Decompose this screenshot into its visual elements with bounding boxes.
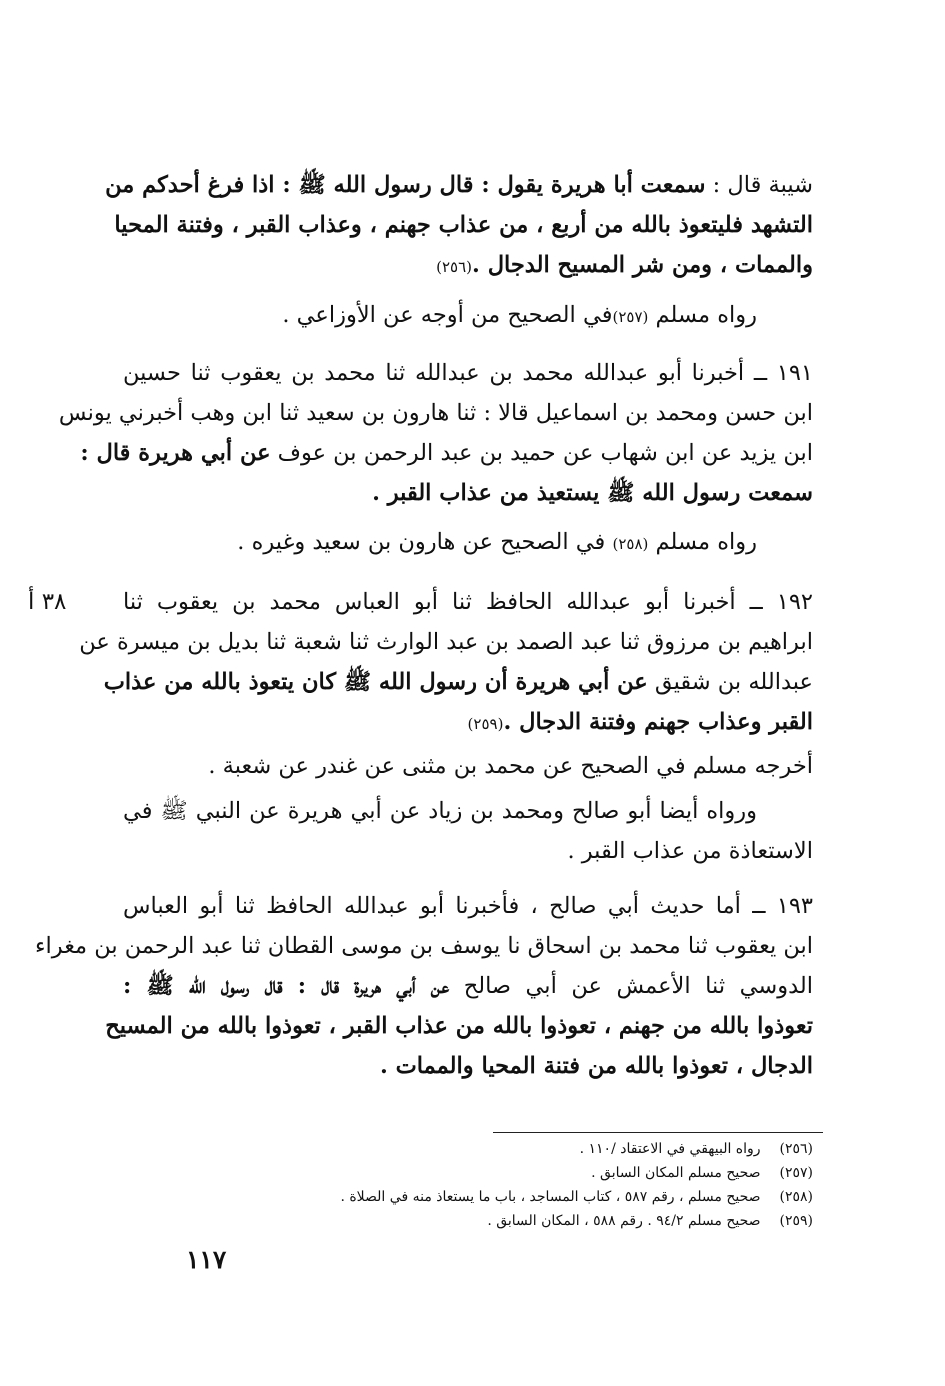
text-line-9	[123, 522, 757, 564]
footnote-text: رواه البيهقي في الاعتقاد /١١٠ .	[579, 1141, 761, 1157]
footnote-number: (٢٥٦)	[779, 1141, 813, 1157]
footnote-text: صحيح مسلم المكان السابق .	[591, 1165, 761, 1181]
plain-text: رواه مسلم	[655, 302, 757, 328]
isnad-text: الدوسي ثنا الأعمش عن أبي صالح	[463, 973, 813, 999]
hadith-text: القبر وعذاب جهنم وفتنة الدجال .	[503, 709, 813, 735]
footnote-marker: (٢٥٦)	[436, 258, 473, 276]
hadith-text: عن أبي هريرة قال :	[80, 440, 271, 466]
page-number: ١١٧	[186, 1245, 227, 1274]
footnote-marker: (٢٥٨)	[612, 535, 649, 553]
footnote	[123, 1162, 813, 1184]
footnote	[123, 1210, 813, 1232]
text-line-21: الدجال ، تعوذوا بالله من فتنة المحيا والممات .	[379, 1053, 813, 1079]
margin-folio-reference: ٣٨ أ	[28, 589, 67, 615]
text-line-3	[123, 245, 813, 287]
isnad-text: ابن يزيد عن ابن شهاب عن حميد بن عبد الرحمن بن عوف	[277, 440, 813, 466]
text-line-17: ١٩٣ ــ أما حديث أبي صالح ، فأخبرنا أبو عبدالله الحافظ ثنا أبو العباس	[123, 893, 813, 919]
footnote-marker: (٢٥٩)	[467, 715, 504, 733]
text-line-6: ابن حسن ومحمد بن اسماعيل قالا : ثنا هارون بن سعيد ثنا ابن وهب أخبرني يونس	[58, 400, 813, 426]
plain-text: رواه مسلم	[655, 529, 757, 555]
text-line-11: ابراهيم بن مرزوق ثنا عبد الصمد بن عبد الوارث ثنا شعبة ثنا بديل بن ميسرة عن	[79, 629, 813, 655]
text-line-1	[105, 165, 813, 205]
text-line-14: أخرجه مسلم في الصحيح عن محمد بن مثنى عن غندر عن شعبة .	[208, 753, 813, 779]
text-line-15: ورواه أيضا أبو صالح ومحمد بن زياد عن أبي هريرة عن النبي ﷺ في	[123, 798, 757, 824]
text-line-13	[123, 702, 813, 744]
footnote	[123, 1138, 813, 1160]
footnote	[123, 1186, 813, 1208]
footnote-number: (٢٥٨)	[779, 1189, 813, 1205]
text-line-8: سمعت رسول الله ﷺ يستعيذ من عذاب القبر .	[372, 480, 813, 506]
hadith-text: عن أبي هريرة أن رسول الله ﷺ كان يتعوذ بالله من عذاب	[103, 669, 648, 695]
plain-text: في الصحيح من أوجه عن الأوزاعي .	[282, 302, 613, 328]
text-line-2: التشهد فليتعوذ بالله من أربع ، من عذاب جهنم ، وعذاب القبر ، وفتنة المحيا	[114, 212, 813, 238]
text-line-12	[103, 662, 813, 702]
footnote-text: صحيح مسلم ٩٤/٢ . رقم ٥٨٨ ، المكان السابق .	[487, 1213, 761, 1229]
footnote-number: (٢٥٧)	[779, 1165, 813, 1181]
footnote-number: (٢٥٩)	[779, 1213, 813, 1229]
text-line-20: تعوذوا بالله من جهنم ، تعوذوا بالله من عذاب القبر ، تعوذوا بالله من المسيح	[105, 1013, 813, 1039]
text-line-16: الاستعاذة من عذاب القبر .	[567, 838, 813, 864]
footnote-text: صحيح مسلم ، رقم ٥٨٧ ، كتاب المساجد ، باب ما يستعاذ منه في الصلاة .	[340, 1189, 761, 1205]
footnote-divider	[493, 1132, 823, 1133]
text-line-19	[123, 966, 813, 1006]
hadith-text: سمعت أبا هريرة يقول : قال رسول الله ﷺ : اذا فرغ أحدكم من	[105, 172, 706, 198]
plain-text: في الصحيح عن هارون بن سعيد وغيره .	[237, 529, 606, 555]
hadith-text: عن أبي هريرة قال : قال رسول الله ﷺ :	[123, 973, 450, 999]
text-line-7	[80, 433, 813, 473]
plain-text: شيبة قال :	[712, 172, 813, 198]
footnote-marker: (٢٥٧)	[612, 308, 649, 326]
isnad-text: عبدالله بن شقيق	[654, 669, 813, 695]
text-line-5: ١٩١ ــ أخبرنا أبو عبدالله محمد بن عبدالله ثنا محمد بن يعقوب ثنا حسين	[123, 360, 813, 386]
text-line-4	[123, 295, 757, 337]
hadith-text: والممات ، ومن شر المسيح الدجال .	[472, 252, 813, 278]
text-line-10: ١٩٢ ــ أخبرنا أبو عبدالله الحافظ ثنا أبو العباس محمد بن يعقوب ثنا	[123, 589, 813, 615]
text-line-18: ابن يعقوب ثنا محمد بن اسحاق نا يوسف بن موسى القطان ثنا عبد الرحمن بن مغراء	[34, 933, 813, 959]
